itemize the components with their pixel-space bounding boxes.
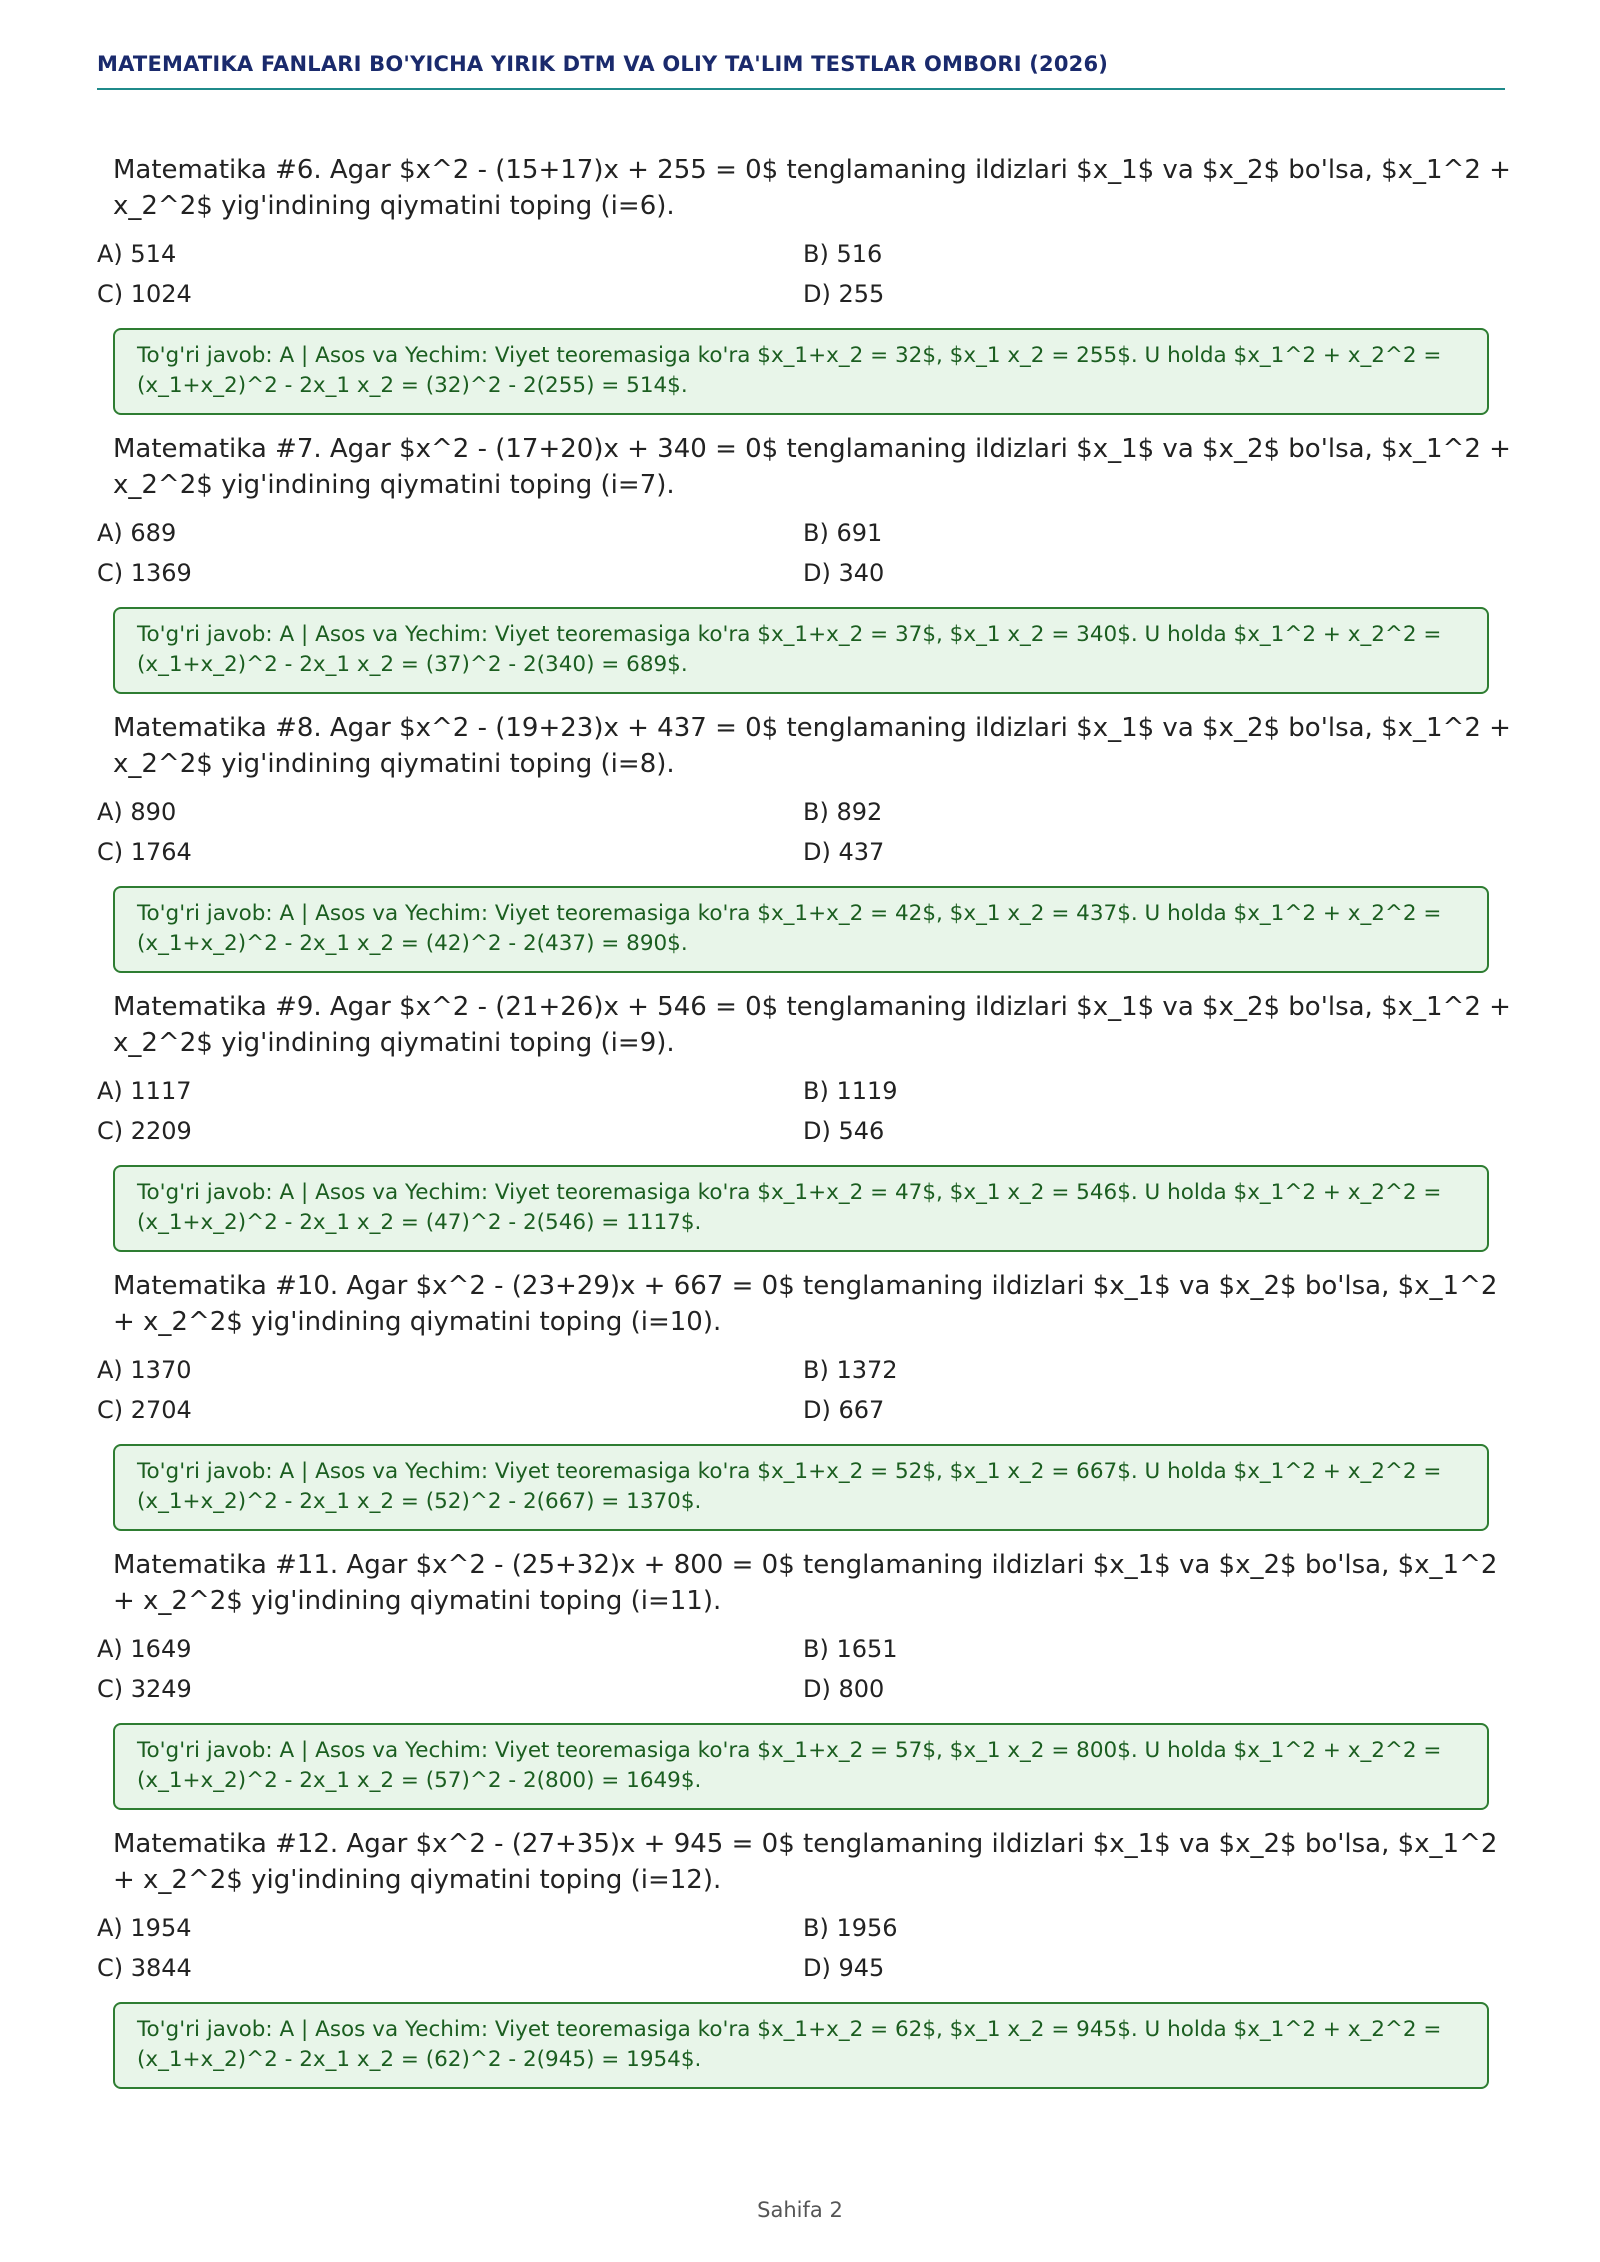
option-a: A) 1649 xyxy=(97,1635,192,1663)
option-d: D) 667 xyxy=(803,1396,885,1424)
option-b: B) 892 xyxy=(803,798,883,826)
option-a: A) 689 xyxy=(97,519,177,547)
option-a: A) 890 xyxy=(97,798,177,826)
question-text: Matematika #8. Agar $x^2 - (19+23)x + 437 = 0$ tenglamaning ildizlari $x_1$ va $x_2$ bo'lsa, $x_1^2 + x_2^2$ yig'indining qiymatini toping (i=8). xyxy=(113,713,1511,779)
question-text: Matematika #6. Agar $x^2 - (15+17)x + 255 = 0$ tenglamaning ildizlari $x_1$ va $x_2$ bo'lsa, $x_1^2 + x_2^2$ yig'indining qiymatini toping (i=6). xyxy=(113,155,1511,221)
option-d: D) 255 xyxy=(803,280,885,308)
answer-options xyxy=(97,1352,1527,1428)
option-c: C) 3844 xyxy=(97,1954,192,1982)
question-block-11 xyxy=(97,1547,1527,1810)
answer-solution-box: To'g'ri javob: A | Asos va Yechim: Viyet teoremasiga ko'ra $x_1+x_2 = 57$, $x_1 x_2 = 800$. U holda $x_1^2 + x_2^2 = (x_1+x_2)^2 - 2x_1 x_2 = (57)^2 - 2(800) = 1649$. xyxy=(113,1723,1489,1810)
option-c: C) 1764 xyxy=(97,838,192,866)
option-d: D) 437 xyxy=(803,838,885,866)
question-block-9 xyxy=(97,989,1527,1252)
option-d: D) 340 xyxy=(803,559,885,587)
option-c: C) 2704 xyxy=(97,1396,192,1424)
option-a: A) 514 xyxy=(97,240,177,268)
answer-solution-box: To'g'ri javob: A | Asos va Yechim: Viyet teoremasiga ko'ra $x_1+x_2 = 62$, $x_1 x_2 = 945$. U holda $x_1^2 + x_2^2 = (x_1+x_2)^2 - 2x_1 x_2 = (62)^2 - 2(945) = 1954$. xyxy=(113,2002,1489,2089)
question-text: Matematika #12. Agar $x^2 - (27+35)x + 945 = 0$ tenglamaning ildizlari $x_1$ va $x_2$ bo'lsa, $x_1^2 + x_2^2$ yig'indining qiymatini toping (i=12). xyxy=(113,1829,1498,1895)
answer-solution-box: To'g'ri javob: A | Asos va Yechim: Viyet teoremasiga ko'ra $x_1+x_2 = 37$, $x_1 x_2 = 340$. U holda $x_1^2 + x_2^2 = (x_1+x_2)^2 - 2x_1 x_2 = (37)^2 - 2(340) = 689$. xyxy=(113,607,1489,694)
question-block-8 xyxy=(97,710,1527,973)
option-c: C) 1024 xyxy=(97,280,192,308)
option-a: A) 1954 xyxy=(97,1914,192,1942)
answer-options xyxy=(97,794,1527,870)
answer-options xyxy=(97,1631,1527,1707)
answer-options xyxy=(97,236,1527,312)
option-b: B) 691 xyxy=(803,519,883,547)
answer-solution-box: To'g'ri javob: A | Asos va Yechim: Viyet teoremasiga ko'ra $x_1+x_2 = 32$, $x_1 x_2 = 255$. U holda $x_1^2 + x_2^2 = (x_1+x_2)^2 - 2x_1 x_2 = (32)^2 - 2(255) = 514$. xyxy=(113,328,1489,415)
page-number: Sahifa 2 xyxy=(757,2198,843,2222)
option-b: B) 1372 xyxy=(803,1356,898,1384)
option-b: B) 1651 xyxy=(803,1635,898,1663)
question-list xyxy=(97,152,1527,2105)
option-d: D) 800 xyxy=(803,1675,885,1703)
question-block-6 xyxy=(97,152,1527,415)
question-block-10 xyxy=(97,1268,1527,1531)
option-b: B) 516 xyxy=(803,240,883,268)
option-c: C) 1369 xyxy=(97,559,192,587)
option-b: B) 1119 xyxy=(803,1077,898,1105)
option-c: C) 2209 xyxy=(97,1117,192,1145)
question-block-7 xyxy=(97,431,1527,694)
option-b: B) 1956 xyxy=(803,1914,898,1942)
question-block-12 xyxy=(97,1826,1527,2089)
option-d: D) 546 xyxy=(803,1117,885,1145)
question-text: Matematika #7. Agar $x^2 - (17+20)x + 340 = 0$ tenglamaning ildizlari $x_1$ va $x_2$ bo'lsa, $x_1^2 + x_2^2$ yig'indining qiymatini toping (i=7). xyxy=(113,434,1511,500)
question-text: Matematika #11. Agar $x^2 - (25+32)x + 800 = 0$ tenglamaning ildizlari $x_1$ va $x_2$ bo'lsa, $x_1^2 + x_2^2$ yig'indining qiymatini toping (i=11). xyxy=(113,1550,1498,1616)
answer-solution-box: To'g'ri javob: A | Asos va Yechim: Viyet teoremasiga ko'ra $x_1+x_2 = 52$, $x_1 x_2 = 667$. U holda $x_1^2 + x_2^2 = (x_1+x_2)^2 - 2x_1 x_2 = (52)^2 - 2(667) = 1370$. xyxy=(113,1444,1489,1531)
answer-options xyxy=(97,1073,1527,1149)
page-header-title: MATEMATIKA FANLARI BO'YICHA YIRIK DTM VA OLIY TA'LIM TESTLAR OMBORI (2026) xyxy=(97,52,1505,90)
answer-solution-box: To'g'ri javob: A | Asos va Yechim: Viyet teoremasiga ko'ra $x_1+x_2 = 42$, $x_1 x_2 = 437$. U holda $x_1^2 + x_2^2 = (x_1+x_2)^2 - 2x_1 x_2 = (42)^2 - 2(437) = 890$. xyxy=(113,886,1489,973)
answer-options xyxy=(97,1910,1527,1986)
option-c: C) 3249 xyxy=(97,1675,192,1703)
option-d: D) 945 xyxy=(803,1954,885,1982)
question-text: Matematika #9. Agar $x^2 - (21+26)x + 546 = 0$ tenglamaning ildizlari $x_1$ va $x_2$ bo'lsa, $x_1^2 + x_2^2$ yig'indining qiymatini toping (i=9). xyxy=(113,992,1511,1058)
option-a: A) 1370 xyxy=(97,1356,192,1384)
answer-options xyxy=(97,515,1527,591)
answer-solution-box: To'g'ri javob: A | Asos va Yechim: Viyet teoremasiga ko'ra $x_1+x_2 = 47$, $x_1 x_2 = 546$. U holda $x_1^2 + x_2^2 = (x_1+x_2)^2 - 2x_1 x_2 = (47)^2 - 2(546) = 1117$. xyxy=(113,1165,1489,1252)
option-a: A) 1117 xyxy=(97,1077,192,1105)
question-text: Matematika #10. Agar $x^2 - (23+29)x + 667 = 0$ tenglamaning ildizlari $x_1$ va $x_2$ bo'lsa, $x_1^2 + x_2^2$ yig'indining qiymatini toping (i=10). xyxy=(113,1271,1498,1337)
